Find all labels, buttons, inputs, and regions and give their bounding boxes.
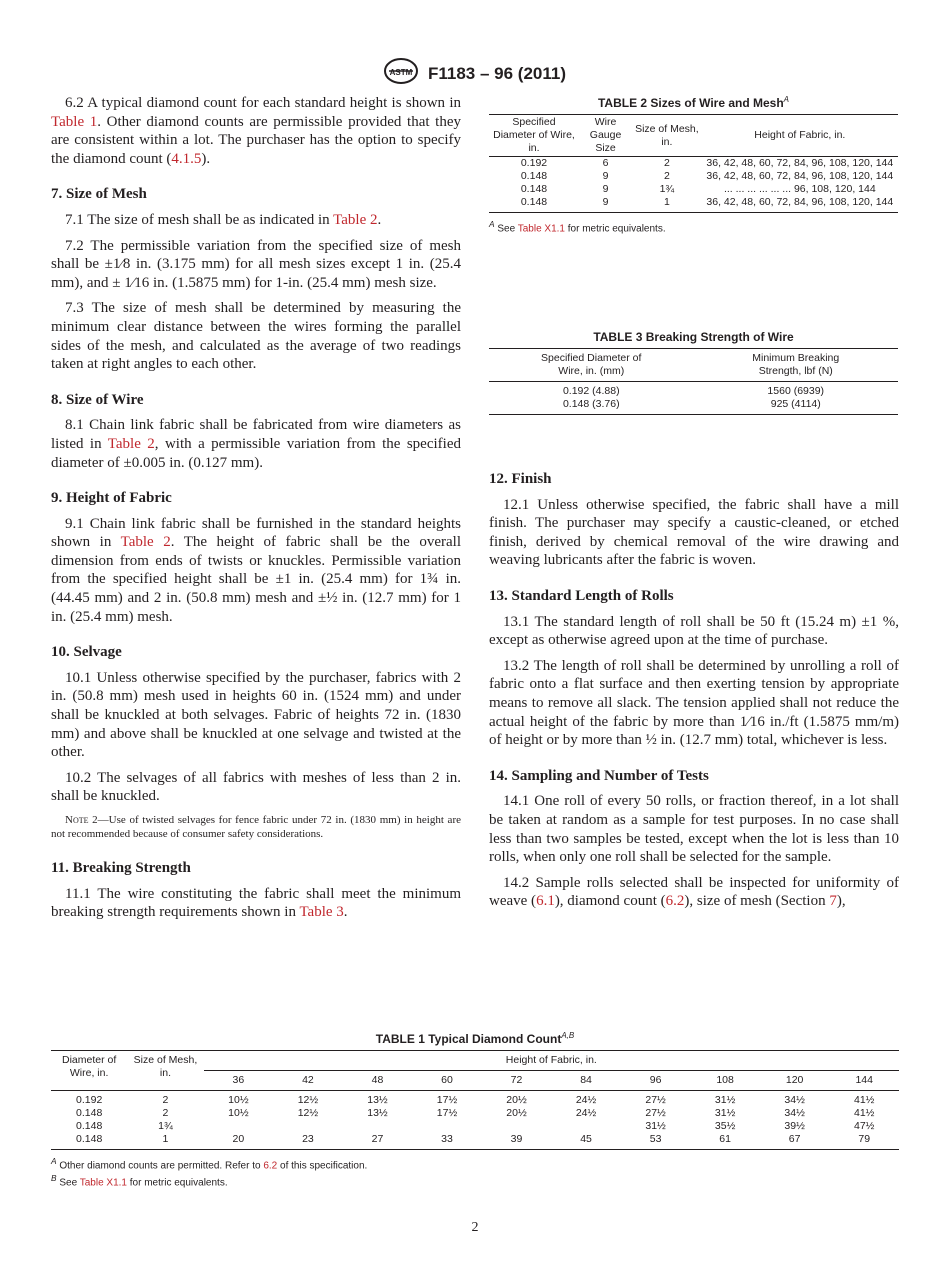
table-2-header: Height of Fabric, in.: [702, 115, 898, 157]
table-2-header: Specified Diameter of Wire, in.: [489, 115, 579, 157]
link-6-2[interactable]: 6.2: [665, 893, 685, 910]
table-2-header: Wire Gauge Size: [579, 115, 632, 157]
table-1-height-header: 120: [760, 1071, 830, 1091]
table-1-header: Size of Mesh, in.: [127, 1051, 203, 1091]
para-12-1: 12.1 Unless otherwise specified, the fabric shall have a mill finish. The purchaser may specify a caustic-cleaned, or etched finish, derived by chemical removal of the wire drawing and weaving lubricants after the fabric is woven.: [489, 496, 899, 569]
table-1-footnote-a: $^A$ Other diamond counts are permitted. Refer to 6.2 of this specification.: [51, 1156, 368, 1172]
table-1-height-header: 60: [412, 1071, 482, 1091]
table-row: 0.148 9 2 36, 42, 48, 60, 72, 84, 96, 108, 120, 144: [520, 170, 894, 182]
link-table-2[interactable]: Table 2: [107, 435, 155, 452]
table-3-header: Specified Diameter of Wire, in. (mm): [489, 349, 694, 382]
svg-text:ASTM: ASTM: [389, 68, 413, 77]
astm-logo-icon: [384, 58, 418, 89]
table-2: [489, 95, 898, 235]
table-1: [51, 1031, 899, 1190]
left-column: [51, 94, 461, 929]
section-14-heading: 14. Sampling and Number of Tests: [489, 767, 709, 784]
table-3: [489, 330, 898, 415]
table-1-height-header: 96: [621, 1071, 691, 1091]
page-header: [0, 58, 950, 89]
link-table-x1-1[interactable]: Table X1.1: [79, 1177, 127, 1189]
para-9-1: 9.1 Chain link fabric shall be furnished in the standard heights shown in Table 2. The height of fabric shall be the overall dimension from ends of twists or knuckles. Permissible variation from the specified height shall be ±1 in. (25.4 mm) for 1¾ in. (44.45 mm) and 2 in. (50.8 mm) mesh and ±½ in. (12.7 mm) for 1 in. (25.4 mm) mesh.: [51, 515, 461, 625]
right-column: [489, 470, 899, 918]
table-row: 0.148 9 1 36, 42, 48, 60, 72, 84, 96, 108, 120, 144: [489, 196, 898, 213]
link-table-2[interactable]: Table 2: [120, 534, 171, 551]
para-10-1: 10.1 Unless otherwise specified by the purchaser, fabrics with 2 in. (50.8 mm) mesh used in heights 60 in. (1524 mm) and under shall be knuckled at both selvages. Fabric of heights 72 in. (1830 mm) and above shall be knuckled at one selvage and twisted at the other.: [51, 669, 461, 761]
table-row: 0.192 (4.88) 1560 (6939): [562, 385, 825, 397]
para-14-1: 14.1 One roll of every 50 rolls, or fraction thereof, in a lot shall be taken at random as a sample for test purposes. In no case shall less than two samples be tested, except when the lot is less than 10 rolls, when only one roll shall be selected for the sample.: [489, 793, 899, 866]
table-1-height-header: 48: [343, 1071, 413, 1091]
table-1-footnote-b: $^B$ See Table X1.1 for metric equivalents.: [51, 1173, 228, 1189]
page-number: 2: [471, 1220, 479, 1235]
link-table-1[interactable]: Table 1: [51, 113, 98, 130]
section-7-heading: 7. Size of Mesh: [51, 186, 147, 203]
para-14-2: 14.2 Sample rolls selected shall be inspected for uniformity of weave (6.1), diamond count (6.2), size of mesh (Section 7),: [489, 874, 899, 910]
link-table-3[interactable]: Table 3: [299, 904, 344, 921]
table-row: 0.192 2 10½ 12½ 13½ 17½ 20½ 24½ 27½ 31½ 34½ 41½: [76, 1094, 875, 1106]
table-1-header: Diameter of Wire, in.: [51, 1051, 127, 1091]
link-6-2[interactable]: 6.2: [263, 1160, 278, 1172]
table-row: 0.148 9 1¾ ... ... ... ... ... ... 96, 108, 120, 144: [520, 183, 876, 195]
link-6-1[interactable]: 6.1: [536, 893, 555, 910]
table-1-height-header: 84: [551, 1071, 621, 1091]
para-7-3: 7.3 The size of mesh shall be determined by measuring the minimum clear distance between the wires forming the parallel sides of the mesh, and calculated as the average of two readings taken at right angles to each other.: [51, 300, 461, 373]
document-code: F1183 – 96 (2011): [427, 63, 566, 83]
para-6-2: 6.2 A typical diamond count for each standard height is shown in Table 1. Other diamond counts are permissible provided that they are consistent within a lot. The purchaser has the option to specify the diamond count (4.1.5).: [51, 95, 461, 167]
link-table-2[interactable]: Table 2: [333, 211, 378, 228]
para-13-1: 13.1 The standard length of roll shall be 50 ft (15.24 m) ±1 %, except as otherwise agreed upon at the time of purchase.: [489, 613, 899, 649]
link-4-1-5[interactable]: 4.1.5: [171, 150, 202, 167]
section-13-heading: 13. Standard Length of Rolls: [489, 587, 674, 604]
link-table-x1-1[interactable]: Table X1.1: [517, 223, 565, 235]
table-1-group-header: Height of Fabric, in.: [204, 1051, 899, 1071]
table-2-header: Size of Mesh, in.: [632, 115, 702, 157]
section-9-heading: 9. Height of Fabric: [51, 490, 172, 507]
table-row: 0.148 1¾ 31½ 35½ 39½ 47½: [76, 1120, 875, 1132]
table-1-height-header: 72: [482, 1071, 552, 1091]
section-8-heading: 8. Size of Wire: [51, 391, 144, 408]
table-1-height-header: 108: [690, 1071, 760, 1091]
section-11-heading: 11. Breaking Strength: [51, 860, 191, 876]
table-3-title: TABLE 3 Breaking Strength of Wire: [593, 330, 794, 344]
section-12-heading: 12. Finish: [489, 471, 552, 487]
para-11-1: 11.1 The wire constituting the fabric shall meet the minimum breaking strength requirements shown in Table 3.: [51, 885, 461, 921]
table-2-title: TABLE 2 Sizes of Wire and Mesh$^A$: [597, 95, 790, 110]
link-section-7[interactable]: 7: [829, 893, 837, 910]
note-2: Note 2—Use of twisted selvages for fence fabric under 72 in. (1830 mm) in height are not recommended because of consumer safety considerations.: [51, 814, 461, 840]
table-row: 0.148 2 10½ 12½ 13½ 17½ 20½ 24½ 27½ 31½ 34½ 41½: [76, 1107, 875, 1119]
table-1-height-header: 42: [273, 1071, 343, 1091]
para-7-2: 7.2 The permissible variation from the specified size of mesh shall be ±1⁄8 in. (3.175 mm) for all mesh sizes except 1 in. (25.4 mm), and ± 1⁄16 in. (1.5875 mm) for 1-in. (25.4 mm) mesh size.: [51, 237, 461, 291]
table-row: 0.192 6 2 36, 42, 48, 60, 72, 84, 96, 108, 120, 144: [520, 157, 894, 169]
table-1-height-header: 144: [829, 1071, 899, 1091]
para-10-2: 10.2 The selvages of all fabrics with meshes of less than 2 in. shall be knuckled.: [51, 769, 461, 805]
para-13-2: 13.2 The length of roll shall be determined by unrolling a roll of fabric onto a flat surface and then exerting tension by appropriate means to remove all slack. The tension applied shall not reduce the actual height of the fabric by more than 1⁄16 in./ft (1.5875 mm/m) of height or by more than ½ in. (12.7 mm) total, whichever is less.: [489, 657, 899, 749]
para-8-1: 8.1 Chain link fabric shall be fabricated from wire diameters as listed in Table 2, with a permissible variation from the specified diameter of ±0.005 in. (0.127 mm).: [51, 417, 461, 471]
table-3-header: Minimum Breaking Strength, lbf (N): [694, 349, 899, 382]
table-2-footnote: $^A$ See Table X1.1 for metric equivalents.: [489, 219, 666, 235]
section-10-heading: 10. Selvage: [51, 644, 122, 661]
table-row: 0.148 (3.76) 925 (4114): [489, 398, 898, 415]
table-1-title: TABLE 1 Typical Diamond Count$^{A,B}$: [375, 1031, 575, 1046]
para-7-1: 7.1 The size of mesh shall be as indicated in Table 2.: [65, 211, 382, 228]
table-row: 0.148 1 20 23 27 33 39 45 53 61 67 79: [51, 1133, 899, 1150]
table-1-height-header: 36: [204, 1071, 274, 1091]
